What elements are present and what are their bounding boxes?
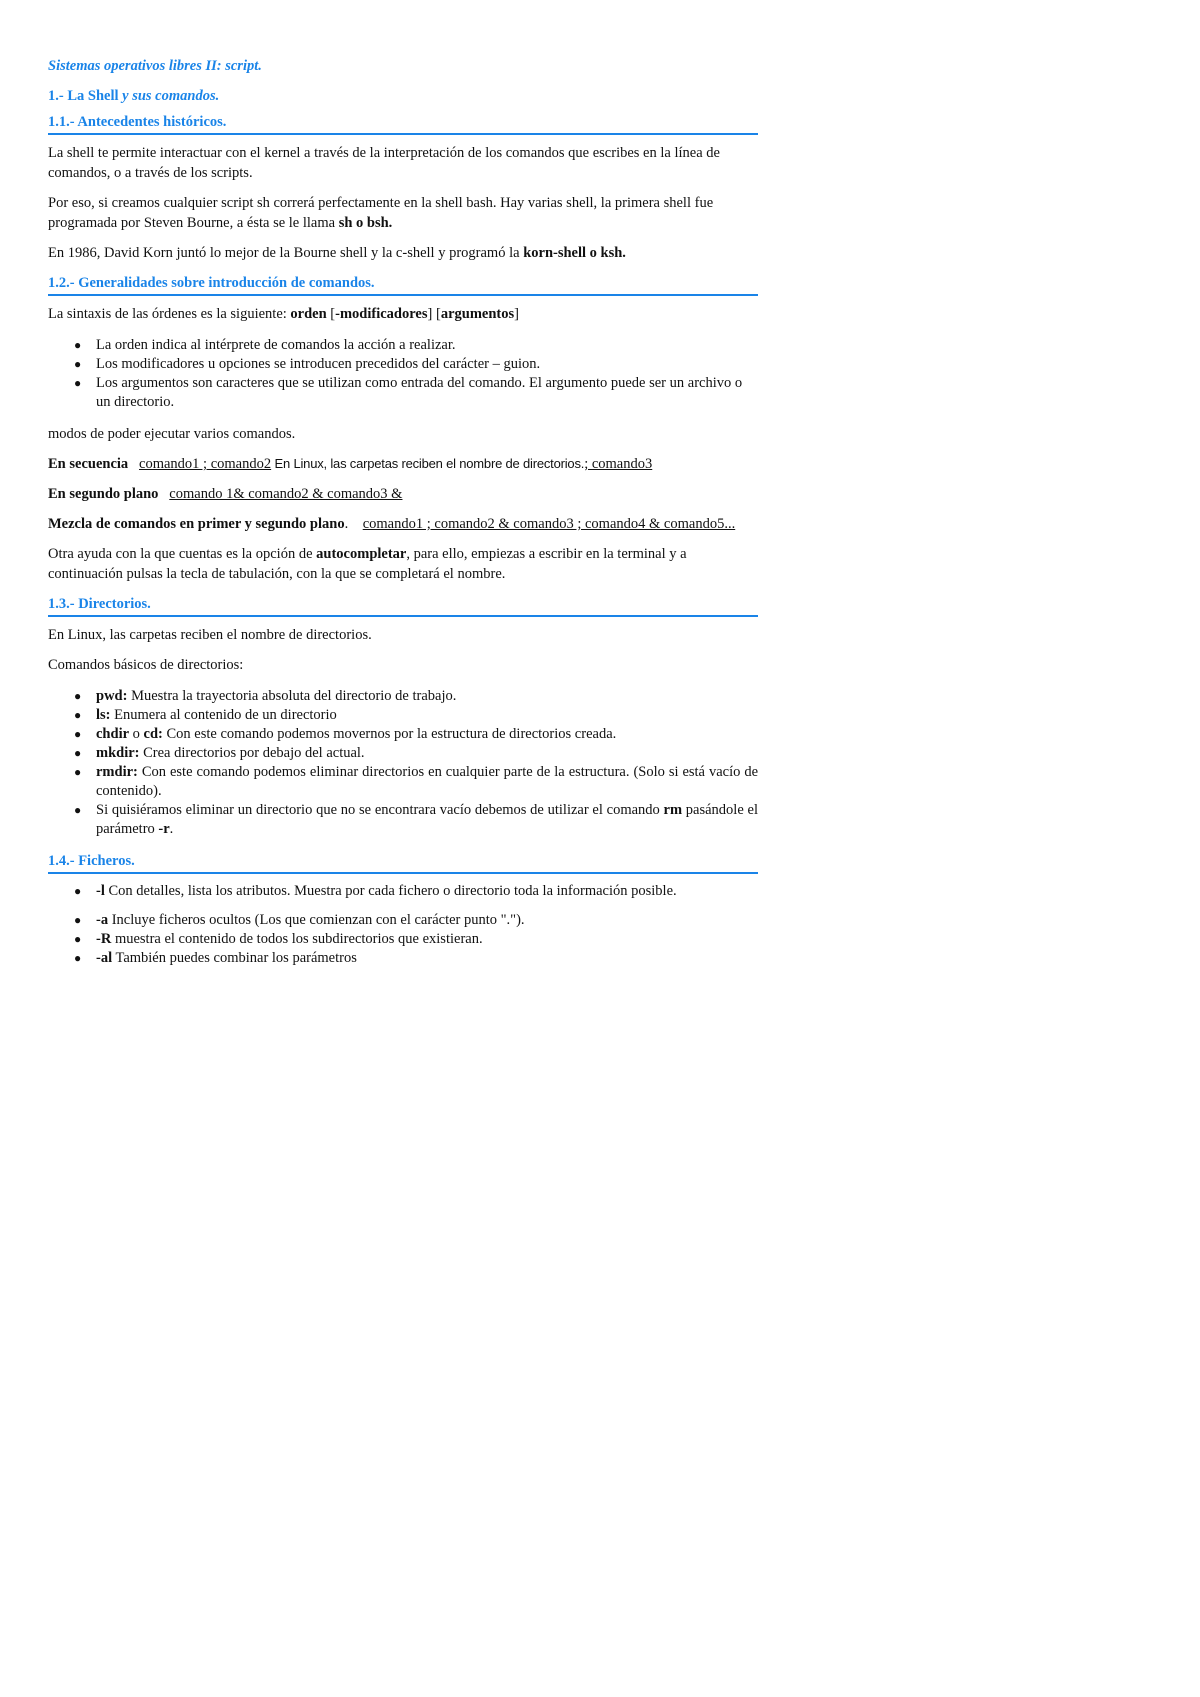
bullet-icon: ●	[74, 765, 82, 779]
bullet-icon: ●	[74, 357, 82, 371]
section-heading-1-1: 1.1.- Antecedentes históricos.	[48, 112, 758, 135]
paragraph-autocomplete: Otra ayuda con la que cuentas es la opción de autocompletar, para ello, empiezas a escribir en la terminal y a continuación pulsas la tecla de tabulación, con la que se completará el nombre.	[48, 546, 687, 582]
list-item: ● rmdir: Con este comando podemos eliminar directorios en cualquier parte de la estructura. (Solo si está vacío de contenido).	[74, 764, 758, 799]
list-item: ● -a Incluye ficheros ocultos (Los que comienzan con el carácter punto ".").	[74, 912, 525, 928]
heading-number: 1.-	[48, 88, 68, 104]
list-item: ● Los argumentos son caracteres que se utilizan como entrada del comando. El argumento puede ser un archivo o un directorio.	[74, 375, 743, 410]
paragraph-mixed: Mezcla de comandos en primer y segundo plano. comando1 ; comando2 & comando3 ; comando4 & comando5...	[48, 516, 736, 532]
bullet-icon: ●	[74, 951, 82, 965]
files-options-list	[48, 911, 758, 968]
bullet-icon: ●	[74, 338, 82, 352]
document-title: Sistemas operativos libres II: script.	[48, 58, 262, 74]
section-heading-1-4: 1.4.- Ficheros.	[48, 851, 758, 874]
bullet-icon: ●	[74, 932, 82, 946]
document-page	[48, 56, 758, 980]
files-first-list	[48, 882, 758, 901]
list-item: ● -R muestra el contenido de todos los subdirectorios que existieran.	[74, 931, 483, 947]
section-heading-1-2: 1.2.- Generalidades sobre introducción de comandos.	[48, 273, 758, 296]
bullet-icon: ●	[74, 708, 82, 722]
paragraph-bourne: Por eso, si creamos cualquier script sh correrá perfectamente en la shell bash. Hay varias shell, la primera shell fue programada por Steven Bourne, a ésta se le llama sh o bsh.	[48, 195, 714, 231]
bullet-icon: ●	[74, 746, 82, 760]
list-item: ● -al También puedes combinar los parámetros	[74, 950, 357, 966]
list-item: ● Si quisiéramos eliminar un directorio que no se encontrara vacío debemos de utilizar el comando rm pasándole el parámetro -r.	[74, 802, 758, 837]
list-item: ● ls: Enumera al contenido de un directorio	[74, 707, 337, 723]
list-item: ● -l Con detalles, lista los atributos. Muestra por cada fichero o directorio toda la información posible.	[74, 883, 677, 899]
section-heading-1	[48, 86, 758, 106]
list-item: ● mkdir: Crea directorios por debajo del actual.	[74, 745, 365, 761]
section-heading-1-3: 1.3.- Directorios.	[48, 594, 758, 617]
syntax-list	[48, 336, 758, 412]
bullet-icon: ●	[74, 803, 82, 817]
heading-italic-part: y sus comandos.	[118, 88, 220, 104]
bullet-icon: ●	[74, 884, 82, 898]
bullet-icon: ●	[74, 376, 82, 390]
list-item: ● Los modificadores u opciones se introducen precedidos del carácter – guion.	[74, 356, 541, 372]
bullet-icon: ●	[74, 727, 82, 741]
list-item: ● pwd: Muestra la trayectoria absoluta del directorio de trabajo.	[74, 688, 457, 704]
paragraph-directories: En Linux, las carpetas reciben el nombre de directorios.	[48, 627, 372, 643]
paragraph-shell-intro: La shell te permite interactuar con el kernel a través de la interpretación de los comandos que escribes en la línea de comandos, o a través de los scripts.	[48, 145, 720, 181]
directory-commands-list	[48, 687, 758, 839]
list-item: ● La orden indica al intérprete de comandos la acción a realizar.	[74, 337, 456, 353]
bullet-icon: ●	[74, 689, 82, 703]
paragraph-syntax: La sintaxis de las órdenes es la siguiente: orden [-modificadores] [argumentos]	[48, 306, 519, 322]
paragraph-background: En segundo plano comando 1& comando2 & comando3 &	[48, 486, 403, 502]
paragraph-korn: En 1986, David Korn juntó lo mejor de la Bourne shell y la c-shell y programó la korn-shell o ksh.	[48, 245, 626, 261]
paragraph-sequence: En secuencia comando1 ; comando2 En Linux, las carpetas reciben el nombre de directorios.; comando3	[48, 456, 653, 472]
heading-bold-part: La Shell	[67, 88, 119, 104]
paragraph-basic-commands: Comandos básicos de directorios:	[48, 657, 244, 673]
bullet-icon: ●	[74, 913, 82, 927]
list-item: ● chdir o cd: Con este comando podemos movernos por la estructura de directorios creada.	[74, 726, 617, 742]
paragraph-modes: modos de poder ejecutar varios comandos.	[48, 426, 296, 442]
